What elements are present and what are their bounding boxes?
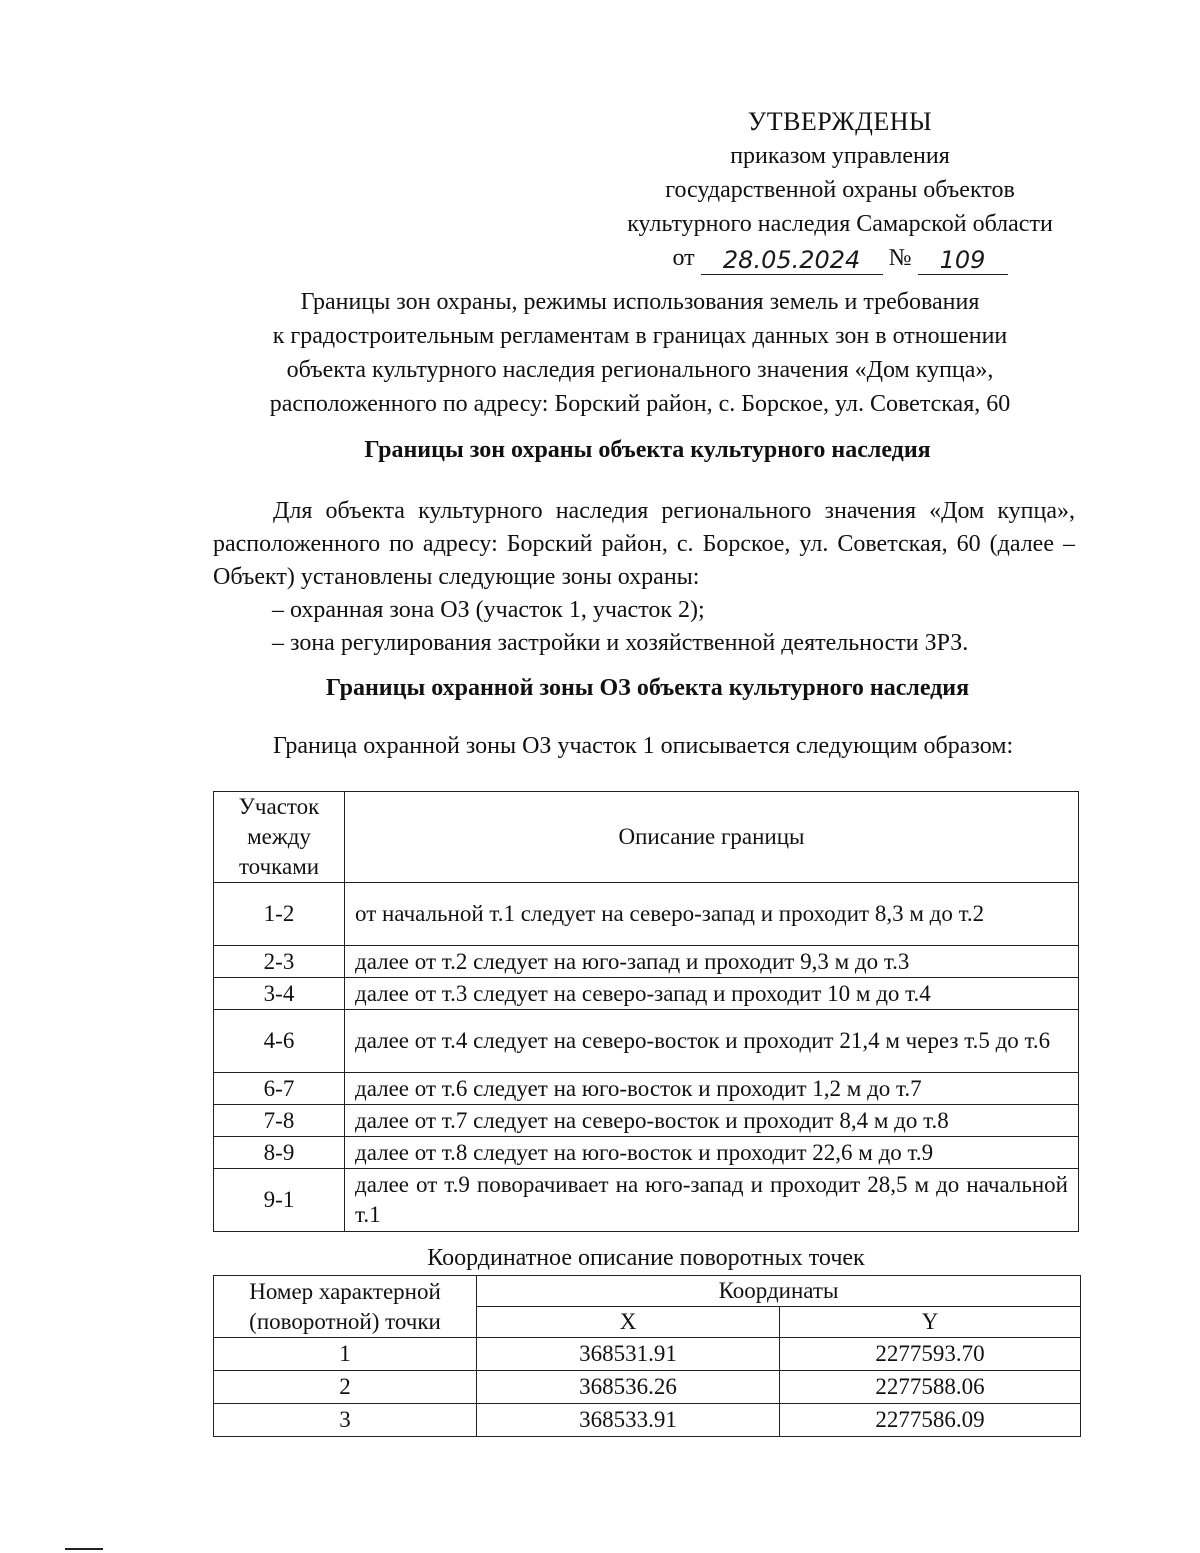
approval-block (560, 105, 1120, 275)
table-row (214, 1010, 1079, 1073)
segment-cell: 9-1 (214, 1169, 345, 1232)
handwritten-date: 28.05.2024 (701, 246, 883, 275)
scan-mark (65, 1548, 103, 1550)
segment-cell: 2-3 (214, 946, 345, 978)
header-y: Y (780, 1307, 1081, 1338)
description-cell: далее от т.2 следует на юго-запад и проходит 9,3 м до т.3 (345, 946, 1079, 978)
segment-cell: 1-2 (214, 883, 345, 946)
table-row (214, 1338, 1081, 1371)
table-row (214, 883, 1079, 946)
document-title-line-3: объекта культурного наследия регионального значения «Дом купца», (286, 357, 994, 383)
document-title (215, 285, 1065, 421)
table-row (214, 1404, 1081, 1437)
description-cell: далее от т.4 следует на северо-восток и проходит 21,4 м через т.5 до т.6 (345, 1010, 1079, 1073)
zone-list-item-1: – охранная зона ОЗ (участок 1, участок 2); (272, 597, 705, 623)
y-cell: 2277593.70 (780, 1338, 1081, 1371)
table-row (214, 1105, 1079, 1137)
table-row (214, 1137, 1079, 1169)
table-row (214, 978, 1079, 1010)
from-label: от (672, 245, 695, 271)
description-cell: далее от т.9 поворачивает на юго-запад и проходит 28,5 м до начальной т.1 (345, 1169, 1079, 1232)
x-cell: 368536.26 (477, 1371, 780, 1404)
header-coordinates: Координаты (477, 1276, 1081, 1307)
point-cell: 3 (214, 1404, 477, 1437)
x-cell: 368531.91 (477, 1338, 780, 1371)
section-heading-oz: Границы охранной зоны ОЗ объекта культурного наследия (325, 675, 970, 701)
section-intro-oz: Граница охранной зоны ОЗ участок 1 описывается следующим образом: (273, 733, 1014, 759)
y-cell: 2277588.06 (780, 1371, 1081, 1404)
segment-cell: 6-7 (214, 1073, 345, 1105)
header-x: X (477, 1307, 780, 1338)
header-description: Описание границы (345, 792, 1079, 883)
section-intro-zones: Для объекта культурного наследия регионального значения «Дом купца», расположенного по адресу: Борский район, с. Борское, ул. Советская, 60 (далее – Объект) установлены следующие зоны охраны: (213, 498, 1075, 590)
table-row (214, 1169, 1079, 1232)
document-title-line-1: Границы зон охраны, режимы использования земель и требования (300, 289, 980, 315)
coordinates-table (213, 1275, 1081, 1437)
segment-cell: 7-8 (214, 1105, 345, 1137)
approval-date-line (560, 241, 1120, 275)
zone-list-item-2: – зона регулирования застройки и хозяйственной деятельности ЗРЗ. (272, 630, 969, 656)
description-cell: от начальной т.1 следует на северо-запад и проходит 8,3 м до т.2 (345, 883, 1079, 946)
document-title-line-4: расположенного по адресу: Борский район, с. Борское, ул. Советская, 60 (269, 391, 1011, 417)
x-cell: 368533.91 (477, 1404, 780, 1437)
description-cell: далее от т.6 следует на юго-восток и проходит 1,2 м до т.7 (345, 1073, 1079, 1105)
y-cell: 2277586.09 (780, 1404, 1081, 1437)
header-segment: Участок между точками (214, 792, 345, 883)
table-header-row (214, 792, 1079, 883)
handwritten-number: 109 (918, 246, 1008, 275)
document-title-line-2: к градостроительным регламентам в границах данных зон в отношении (272, 323, 1008, 349)
description-cell: далее от т.8 следует на юго-восток и проходит 22,6 м до т.9 (345, 1137, 1079, 1169)
point-cell: 2 (214, 1371, 477, 1404)
approval-line-2: государственной охраны объектов (665, 177, 1015, 203)
description-cell: далее от т.7 следует на северо-восток и проходит 8,4 м до т.8 (345, 1105, 1079, 1137)
approval-line-1: приказом управления (730, 143, 950, 169)
segment-cell: 8-9 (214, 1137, 345, 1169)
approval-line-3: культурного наследия Самарской области (627, 211, 1053, 237)
table-header-row (214, 1276, 1081, 1307)
approval-title: УТВЕРЖДЕНЫ (747, 107, 933, 136)
boundary-table (213, 791, 1079, 1232)
segment-cell: 4-6 (214, 1010, 345, 1073)
header-point: Номер характерной (поворотной) точки (214, 1276, 477, 1338)
segment-cell: 3-4 (214, 978, 345, 1010)
point-cell: 1 (214, 1338, 477, 1371)
number-label: № (888, 245, 912, 271)
description-cell: далее от т.3 следует на северо-запад и проходит 10 м до т.4 (345, 978, 1079, 1010)
table-row (214, 1371, 1081, 1404)
table-row (214, 1073, 1079, 1105)
coordinates-caption: Координатное описание поворотных точек (427, 1245, 865, 1271)
table-row (214, 946, 1079, 978)
section-heading-zones: Границы зон охраны объекта культурного наследия (364, 437, 931, 463)
